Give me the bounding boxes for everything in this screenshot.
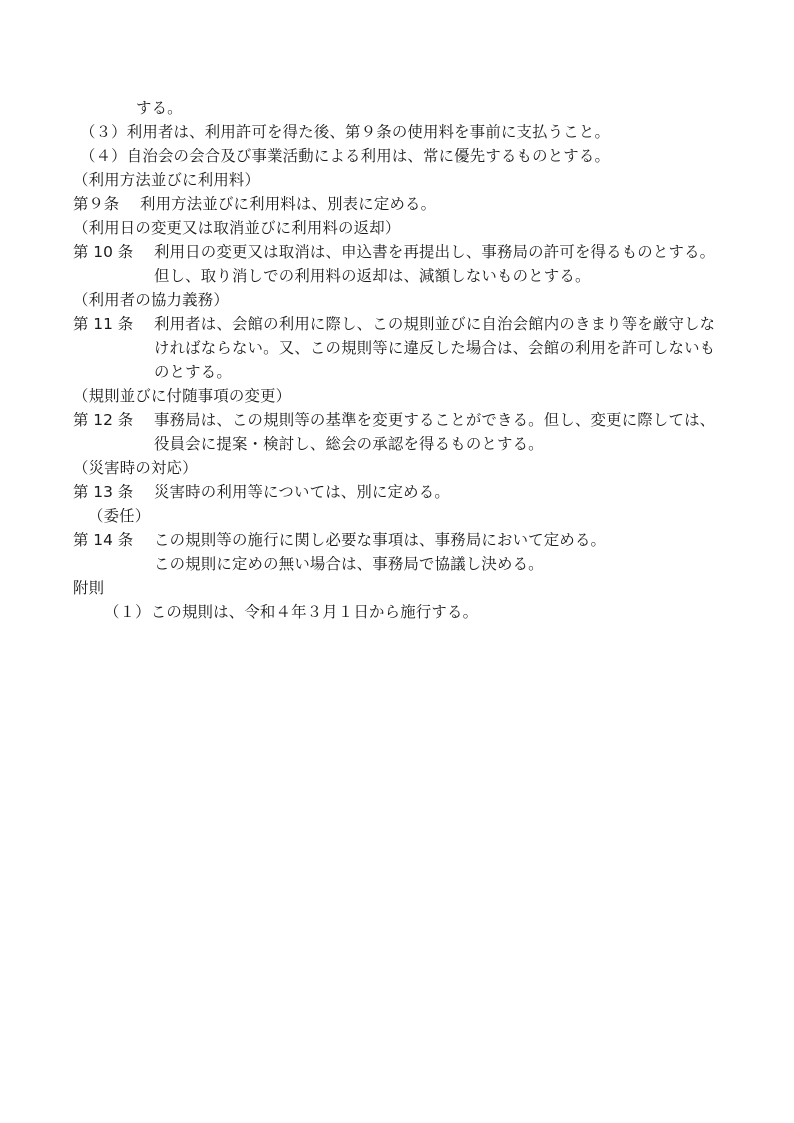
article-text: この規則等の施行に関し必要な事項は、事務局において定める。 [154, 531, 607, 549]
article-text: この規則に定めの無い場合は、事務局で協議し決める。 [154, 555, 544, 573]
article-text: 但し、取り消しでの利用料の返却は、減額しないものとする。 [154, 267, 591, 285]
article-text: 災害時の利用等については、別に定める。 [154, 483, 450, 501]
section-heading: （規則並びに付随事項の変更） [73, 387, 292, 405]
article-number: 第 10 条 [73, 243, 134, 261]
list-item: （４）自治会の会合及び事業活動による利用は、常に優先するものとする。 [80, 147, 611, 165]
section-heading: （利用者の協力義務） [73, 291, 229, 309]
text-line: する。 [136, 99, 183, 117]
section-heading: （利用日の変更又は取消並びに利用料の返却） [73, 219, 401, 237]
list-item: （３）利用者は、利用許可を得た後、第９条の使用料を事前に支払うこと。 [80, 123, 611, 141]
article-number: 第 13 条 [73, 483, 134, 501]
section-heading: （利用方法並びに利用料） [73, 171, 261, 189]
article-text: 事務局は、この規則等の基準を変更することができる。但し、変更に際しては、 [154, 411, 716, 429]
article-number: 第 12 条 [73, 411, 134, 429]
supplementary-item: （１）この規則は、令和４年３月１日から施行する。 [104, 603, 479, 621]
section-heading: （委任） [88, 507, 151, 525]
article-number: 第９条 [73, 195, 120, 213]
article-number: 第 14 条 [73, 531, 134, 549]
article-text: のとする。 [154, 363, 232, 381]
article-text: 利用者は、会館の利用に際し、この規則並びに自治会館内のきまり等を厳守しな [154, 315, 716, 333]
section-heading: （災害時の対応） [73, 459, 198, 477]
supplementary-heading: 附則 [73, 579, 105, 597]
article-text: 利用方法並びに利用料は、別表に定める。 [140, 195, 437, 213]
article-text: 利用日の変更又は取消は、申込書を再提出し、事務局の許可を得るものとする。 [154, 243, 716, 261]
article-text: 役員会に提案・検討し、総会の承認を得るものとする。 [154, 435, 544, 453]
article-text: ければならない。又、この規則等に違反した場合は、会館の利用を許可しないも [154, 339, 716, 357]
article-number: 第 11 条 [73, 315, 134, 333]
